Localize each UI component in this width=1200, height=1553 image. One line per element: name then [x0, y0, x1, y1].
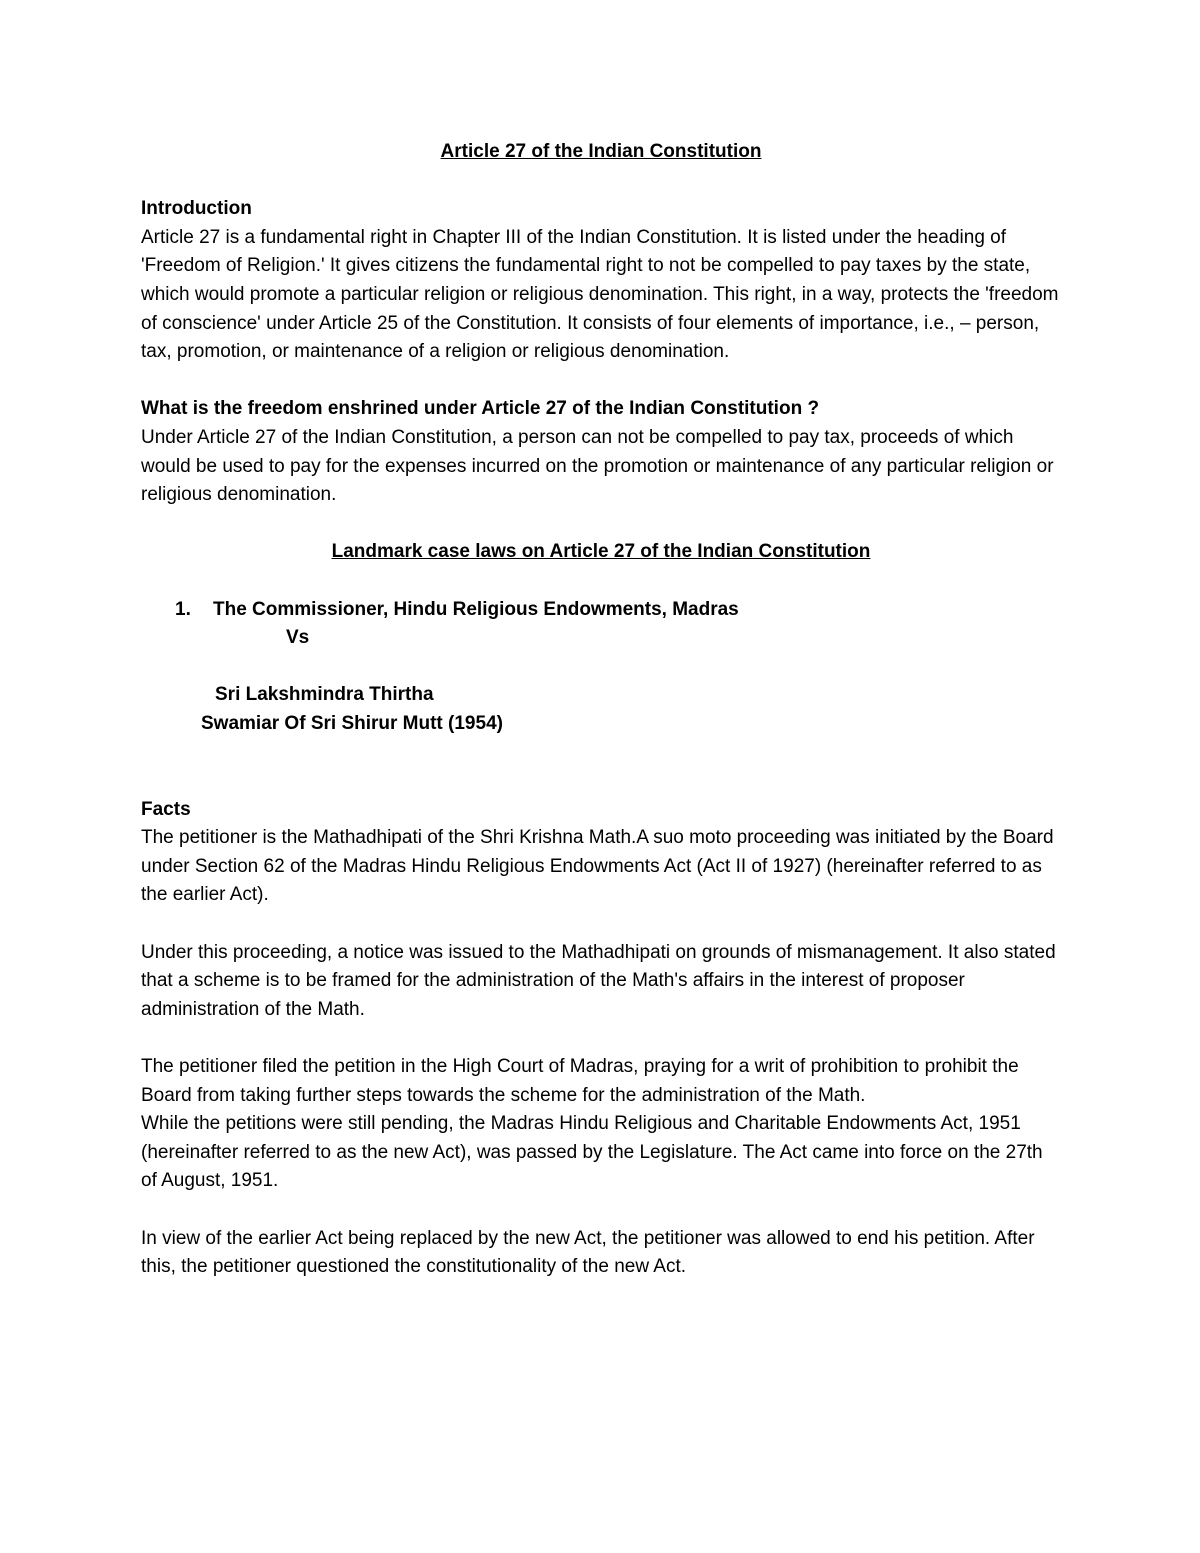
spacer: [141, 510, 1061, 539]
case-party-2-line-2: Swamiar Of Sri Shirur Mutt (1954): [201, 712, 503, 734]
spacer: [141, 767, 1061, 796]
facts-paragraph-4: While the petitions were still pending, the Madras Hindu Religious and Charitable Endowments Act, 1951 (hereinafter referred to as the new Act), was passed by the Legislature. The Act came into force on the 27th of August, 1951.: [141, 1113, 1043, 1192]
facts-paragraph-5: In view of the earlier Act being replaced by the new Act, the petitioner was allowed to end his petition. After this, the petitioner questioned the constitutionality of the new Act.: [141, 1227, 1035, 1278]
facts-heading: Facts: [141, 798, 191, 820]
landmark-cases-title: Landmark case laws on Article 27 of the Indian Constitution: [331, 541, 871, 563]
document-title: Article 27 of the Indian Constitution: [440, 141, 762, 162]
facts-paragraph-3: The petitioner filed the petition in the High Court of Madras, praying for a writ of prohibition to prohibit the Board from taking further steps towards the scheme for the administration of the Math.: [141, 1056, 1019, 1106]
case-party-1: The Commissioner, Hindu Religious Endowments, Madras: [213, 598, 739, 620]
spacer: [141, 567, 1061, 596]
case-item: [141, 596, 1061, 625]
spacer: [141, 367, 1061, 396]
spacer: [141, 1024, 1061, 1053]
spacer: [141, 738, 1061, 767]
spacer: [141, 167, 1061, 196]
spacer: [141, 653, 1061, 682]
case-versus: Vs: [286, 627, 310, 649]
freedom-paragraph: Under Article 27 of the Indian Constitution, a person can not be compelled to pay tax, proceeds of which would be used to pay for the expenses incurred on the promotion or maintenance of any particular religion or religious denomination.: [141, 426, 1054, 506]
case-party-2-line-1: Sri Lakshmindra Thirtha: [215, 684, 434, 706]
spacer: [141, 910, 1061, 939]
facts-paragraph-1: The petitioner is the Mathadhipati of the Shri Krishna Math.A suo moto proceeding was initiated by the Board under Section 62 of the Madras Hindu Religious Endowments Act (Act II of 1927) (hereinafter referred to as the earlier Act).: [141, 827, 1054, 906]
case-list: [141, 596, 1061, 625]
spacer: [141, 1196, 1061, 1225]
freedom-heading: What is the freedom enshrined under Article 27 of the Indian Constitution ?: [141, 398, 820, 420]
introduction-paragraph: Article 27 is a fundamental right in Chapter III of the Indian Constitution. It is listed under the heading of 'Freedom of Religion.' It gives citizens the fundamental right to not be compelled to pay taxes by the state, which would promote a particular religion or religious denomination. This right, in a way, protects the 'freedom of conscience' under Article 25 of the Constitution. It consists of four elements of importance, i.e., – person, tax, promotion, or maintenance of a religion or religious denomination.: [141, 226, 1059, 363]
document-page: [141, 138, 1061, 1282]
introduction-heading: Introduction: [141, 198, 252, 220]
facts-paragraph-2: Under this proceeding, a notice was issued to the Mathadhipati on grounds of mismanagement. It also stated that a scheme is to be framed for the administration of the Math's affairs in the interest of proposer administration of the Math.: [141, 941, 1056, 1020]
case-number: 1.: [175, 598, 191, 620]
